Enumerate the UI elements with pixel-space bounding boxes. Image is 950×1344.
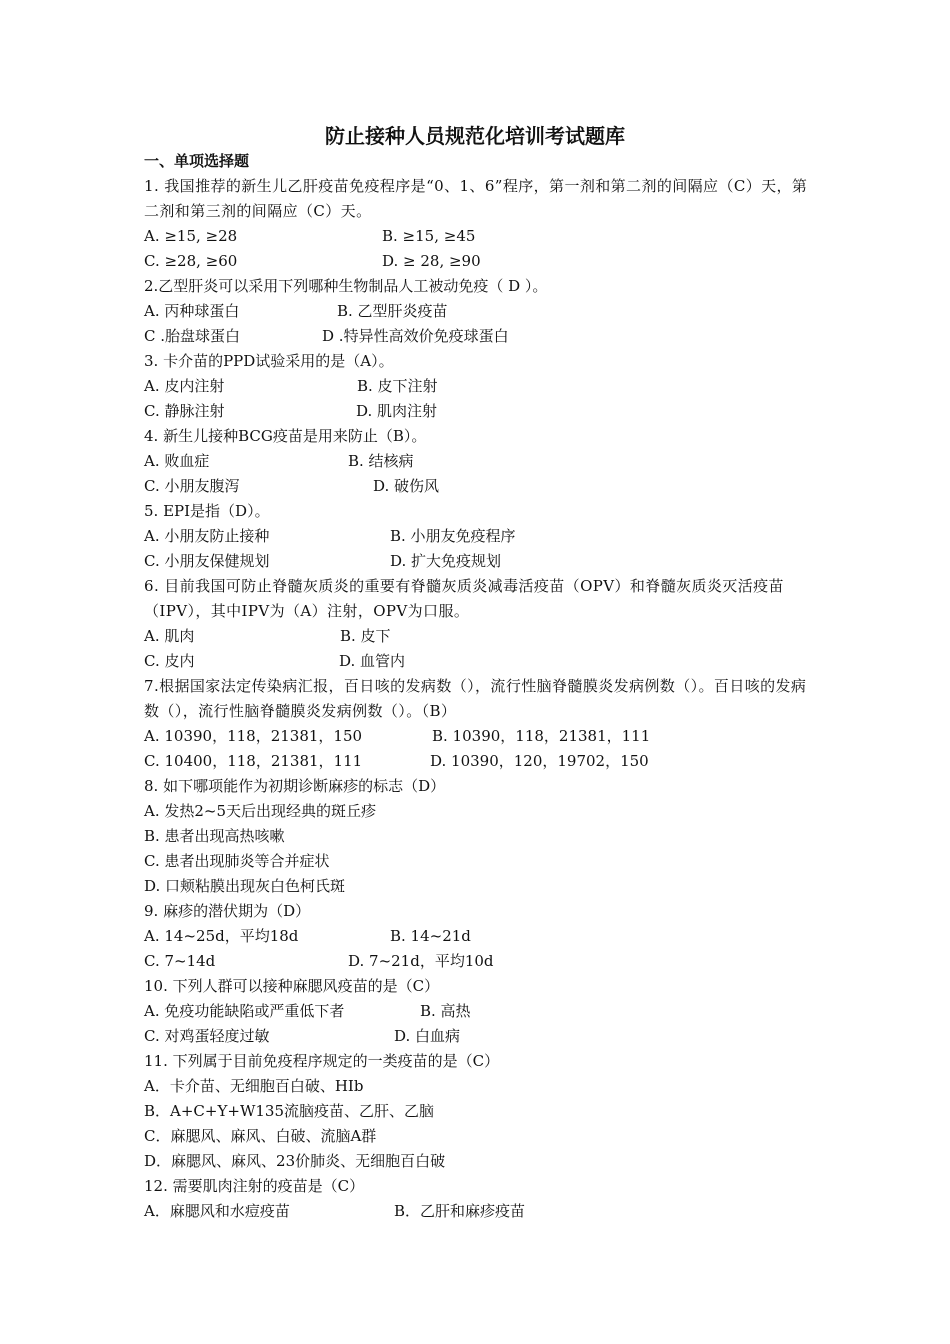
question-6-option-c: C. 皮内 bbox=[144, 652, 195, 670]
question-4-option-b: B. 结核病 bbox=[348, 452, 414, 470]
question-6-option-a: A. 肌肉 bbox=[144, 627, 195, 645]
question-11-option-c: C．麻腮风、麻风、白破、流脑A群 bbox=[144, 1127, 377, 1145]
question-3-options-row-2 bbox=[144, 399, 814, 424]
question-11-option-b: B．A+C+Y+W135流脑疫苗、乙肝、乙脑 bbox=[144, 1102, 434, 1120]
question-3-option-b: B. 皮下注射 bbox=[357, 377, 438, 395]
question-2-option-b: B. 乙型肝炎疫苗 bbox=[337, 302, 448, 320]
question-1-option-b: B. ≥15, ≥45 bbox=[382, 227, 476, 245]
question-7-option-b: B. 10390，118，21381，111 bbox=[432, 727, 651, 745]
question-7-stem: 7.根据国家法定传染病汇报，百日咳的发病数（），流行性脑脊髓膜炎发病例数（）。百日咳的发病数（），流行性脑脊髓膜炎发病例数（）。（B） bbox=[144, 677, 807, 720]
question-5-options-row-1 bbox=[144, 524, 814, 549]
question-12-stem: 12. 需要肌肉注射的疫苗是（C） bbox=[144, 1177, 365, 1195]
section-heading: 一、单项选择题 bbox=[144, 152, 250, 170]
question-5-option-c: C. 小朋友保健规划 bbox=[144, 552, 270, 570]
question-11-option-d: D．麻腮风、麻风、23价肺炎、无细胞百白破 bbox=[144, 1152, 446, 1170]
question-4-option-c: C. 小朋友腹泻 bbox=[144, 477, 240, 495]
question-7-option-a: A. 10390，118，21381，150 bbox=[144, 727, 363, 745]
question-3-option-d: D. 肌肉注射 bbox=[356, 402, 438, 420]
question-10-options-row-1 bbox=[144, 999, 814, 1024]
question-2-options-row-2 bbox=[144, 324, 814, 349]
question-6-options-row-1 bbox=[144, 624, 814, 649]
question-11-option-a: A．卡介苗、无细胞百白破、HIb bbox=[144, 1077, 364, 1095]
question-4-option-a: A. 败血症 bbox=[144, 452, 210, 470]
question-4-stem: 4. 新生儿接种BCG疫苗是用来防止（B）。 bbox=[144, 427, 427, 445]
question-9-option-d: D. 7~21d，平均10d bbox=[348, 952, 494, 970]
question-10-option-c: C. 对鸡蛋轻度过敏 bbox=[144, 1027, 270, 1045]
question-5-stem: 5. EPI是指（D）。 bbox=[144, 502, 270, 520]
question-5-options-row-2 bbox=[144, 549, 814, 574]
question-10-option-d: D. 白血病 bbox=[394, 1027, 461, 1045]
question-list bbox=[144, 149, 814, 1224]
question-2-option-a: A. 丙种球蛋白 bbox=[144, 302, 240, 320]
question-8-stem: 8. 如下哪项能作为初期诊断麻疹的标志（D） bbox=[144, 777, 446, 795]
question-9-stem: 9. 麻疹的潜伏期为（D） bbox=[144, 902, 311, 920]
question-5-option-a: A. 小朋友防止接种 bbox=[144, 527, 270, 545]
question-9-options-row-2 bbox=[144, 949, 814, 974]
question-1-options-row-2 bbox=[144, 249, 814, 274]
question-3-options-row-1 bbox=[144, 374, 814, 399]
question-11-stem: 11. 下列属于目前免疫程序规定的一类疫苗的是（C） bbox=[144, 1052, 500, 1070]
question-9-option-c: C. 7~14d bbox=[144, 952, 216, 970]
question-5-option-b: B. 小朋友免疫程序 bbox=[390, 527, 516, 545]
question-6-option-d: D. 血管内 bbox=[339, 652, 406, 670]
question-10-option-b: B. 高热 bbox=[420, 1002, 471, 1020]
question-7-option-c: C. 10400，118，21381，111 bbox=[144, 752, 363, 770]
question-12-option-a: A．麻腮风和水痘疫苗 bbox=[144, 1202, 290, 1220]
question-5-option-d: D. 扩大免疫规划 bbox=[390, 552, 502, 570]
question-2-option-c: C .胎盘球蛋白 bbox=[144, 327, 241, 345]
question-8-option-b: B. 患者出现高热咳嗽 bbox=[144, 827, 285, 845]
question-10-stem: 10. 下列人群可以接种麻腮风疫苗的是（C） bbox=[144, 977, 440, 995]
question-1-option-c: C. ≥28, ≥60 bbox=[144, 252, 238, 270]
question-8-option-d: D. 口颊粘膜出现灰白色柯氏斑 bbox=[144, 877, 346, 895]
question-9-options-row-1 bbox=[144, 924, 814, 949]
question-7-options-row-1 bbox=[144, 724, 814, 749]
question-3-option-a: A. 皮内注射 bbox=[144, 377, 225, 395]
question-1-options-row-1 bbox=[144, 224, 814, 249]
question-7-option-d: D. 10390，120，19702，150 bbox=[430, 752, 649, 770]
question-10-options-row-2 bbox=[144, 1024, 814, 1049]
question-8-option-c: C. 患者出现肺炎等合并症状 bbox=[144, 852, 330, 870]
question-9-option-a: A. 14~25d，平均18d bbox=[144, 927, 299, 945]
question-4-option-d: D. 破伤风 bbox=[373, 477, 440, 495]
question-6-stem: 6. 目前我国可防止脊髓灰质炎的重要有脊髓灰质炎减毒活疫苗（OPV）和脊髓灰质炎灭活疫苗（IPV），其中IPV为（A）注射，OPV为口服。 bbox=[144, 577, 784, 620]
question-7-options-row-2 bbox=[144, 749, 814, 774]
question-1-option-d: D. ≥ 28, ≥90 bbox=[382, 252, 481, 270]
question-4-options-row-2 bbox=[144, 474, 814, 499]
question-1-option-a: A. ≥15, ≥28 bbox=[144, 227, 238, 245]
question-2-options-row-1 bbox=[144, 299, 814, 324]
page-title: 防止接种人员规范化培训考试题库 bbox=[325, 124, 625, 148]
question-3-option-c: C. 静脉注射 bbox=[144, 402, 225, 420]
question-8-option-a: A. 发热2~5天后出现经典的斑丘疹 bbox=[144, 802, 377, 820]
question-4-options-row-1 bbox=[144, 449, 814, 474]
question-1-stem: 1. 我国推荐的新生儿乙肝疫苗免疫程序是“0、1、6”程序，第一剂和第二剂的间隔应（C）天，第二剂和第三剂的间隔应（C）天。 bbox=[144, 177, 808, 220]
question-3-stem: 3. 卡介苗的PPD试验采用的是（A）。 bbox=[144, 352, 394, 370]
question-10-option-a: A. 免疫功能缺陷或严重低下者 bbox=[144, 1002, 345, 1020]
question-6-options-row-2 bbox=[144, 649, 814, 674]
question-6-option-b: B. 皮下 bbox=[340, 627, 391, 645]
question-2-option-d: D .特异性高效价免疫球蛋白 bbox=[322, 327, 509, 345]
question-12-options-row-1 bbox=[144, 1199, 814, 1224]
question-12-option-b: B．乙肝和麻疹疫苗 bbox=[394, 1202, 526, 1220]
question-9-option-b: B. 14~21d bbox=[390, 927, 471, 945]
question-2-stem: 2.乙型肝炎可以采用下列哪种生物制品人工被动免疫（ D ）。 bbox=[144, 277, 548, 295]
